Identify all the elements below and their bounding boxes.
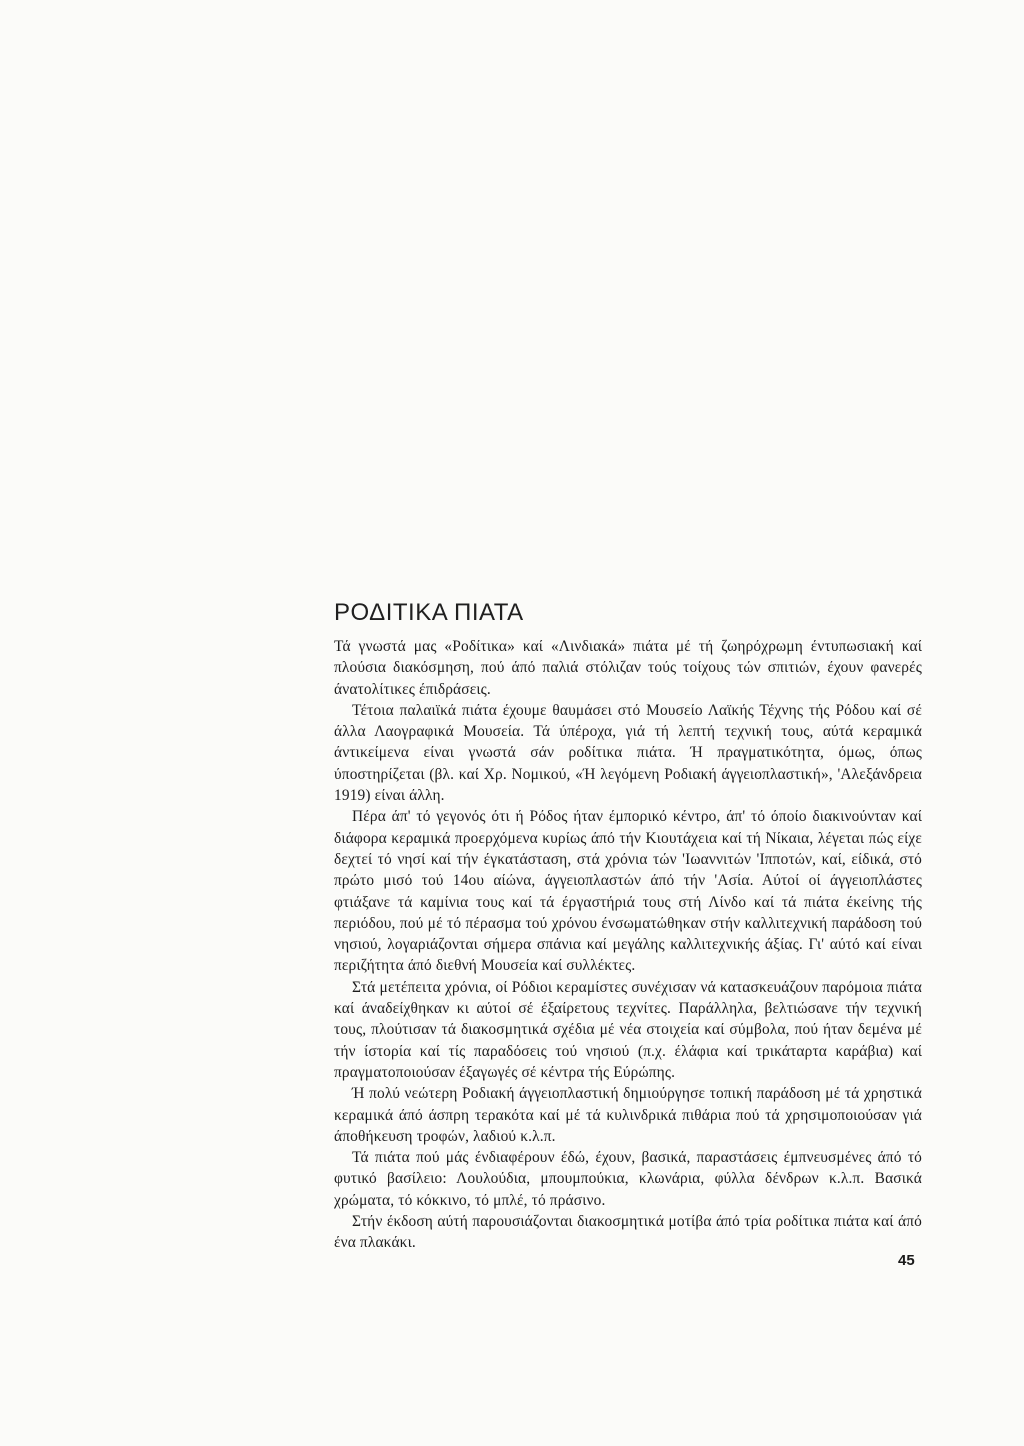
- paragraph-5: Ή πολύ νεώτερη Ροδιακή άγγειοπλαστική δημιούργησε τοπική παράδοση μέ τά χρηστικά κεραμικά άπό άσπρη τερακότα καί μέ τά κυλινδρικά πιθάρια πού τά χρησιμοποιούσαν γιά άποθήκευση τροφών, λαδιού κ.λ.π.: [334, 1085, 922, 1145]
- paragraph-6: Τά πιάτα πού μάς ένδιαφέρουν έδώ, έχουν, βασικά, παραστάσεις έμπνευσμένες άπό τό φυτικό βασίλειο: Λουλούδια, μπουμπούκια, κλωνάρια, φύλλα δένδρων κ.λ.π. Βασικά χρώματα, τό κόκκινο, τό μπλέ, τό πράσινο.: [334, 1149, 922, 1209]
- paragraph-4: Στά μετέπειτα χρόνια, οί Ρόδιοι κεραμίστες συνέχισαν νά κατασκευάζουν παρόμοια πιάτα καί άναδείχθηκαν κι αύτοί σέ έξαίρετους τεχνίτες. Παράλληλα, βελτιώσανε τήν τεχνική τους, πλούτισαν τά διακοσμητικά σχέδια μέ νέα στοιχεία καί σύμβολα, πού ήταν δεμένα μέ τήν ίστορία καί τίς παραδόσεις τού νησιού (π.χ. έλάφια καί τρικάταρτα καράβια) καί πραγματοποιούσαν έξαγωγές σέ κέντρα τής Εύρώπης.: [334, 978, 922, 1081]
- paragraph-1: Τά γνωστά μας «Ροδίτικα» καί «Λινδιακά» πιάτα μέ τή ζωηρόχρωμη έντυπωσιακή καί πλούσια διακόσμηση, πού άπό παλιά στόλιζαν τούς τοίχους τών σπιτιών, έχουν φανερές άνατολίτικες έπιδράσεις.: [334, 638, 922, 698]
- page-title: ΡΟΔΙΤΙΚΑ ΠΙΑΤΑ: [334, 599, 524, 626]
- paragraph-3: Πέρα άπ' τό γεγονός ότι ή Ρόδος ήταν έμπορικό κέντρο, άπ' τό όποίο διακινούνταν καί διάφορα κεραμικά προερχόμενα κυρίως άπό τήν Κιουτάχεια καί τή Νίκαια, λέγεται πώς είχε δεχτεί τό νησί καί τήν έγκατάσταση, στά χρόνια τών 'Ιωαννιτών 'Ιπποτών, καί, είδικά, στό πρώτο μισό τού 14ου αίώνα, άγγειοπλαστών άπό τήν 'Ασία. Αύτοί οί άγγειοπλάστες φτιάξανε τά καμίνια τους καί τά έργαστήριά τους στή Λίνδο καί τά πιάτα έκείνης τής περιόδου, πού μέ τό πέρασμα τού χρόνου ένσωματώθηκαν στήν καλλιτεχνική παράδοση τού νησιού, λογαριάζονται σήμερα σπάνια καί μεγάλης καλλιτεχνικής άξίας. Γι' αύτό καί είναι περιζήτητα άπό διεθνή Μουσεία καί συλλέκτες.: [334, 808, 922, 975]
- article: [334, 598, 922, 1254]
- paragraph-7: Στήν έκδοση αύτή παρουσιάζονται διακοσμητικά μοτίβα άπό τρία ροδίτικα πιάτα καί άπό ένα πλακάκι.: [334, 1213, 922, 1252]
- page-number: 45: [898, 1252, 915, 1269]
- paragraph-2: Τέτοια παλαιϊκά πιάτα έχουμε θαυμάσει στό Μουσείο Λαϊκής Τέχνης τής Ρόδου καί σέ άλλα Λαογραφικά Μουσεία. Τά ύπέροχα, γιά τή λεπτή τεχνική τους, αύτά κεραμικά άντικείμενα είναι γνωστά σάν ροδίτικα πιάτα. Ή πραγματικότητα, όμως, όπως ύποστηρίζεται (βλ. καί Χρ. Νομικού, «Ή λεγόμενη Ροδιακή άγγειοπλαστική», 'Αλεξάνδρεια 1919) είναι άλλη.: [334, 701, 922, 805]
